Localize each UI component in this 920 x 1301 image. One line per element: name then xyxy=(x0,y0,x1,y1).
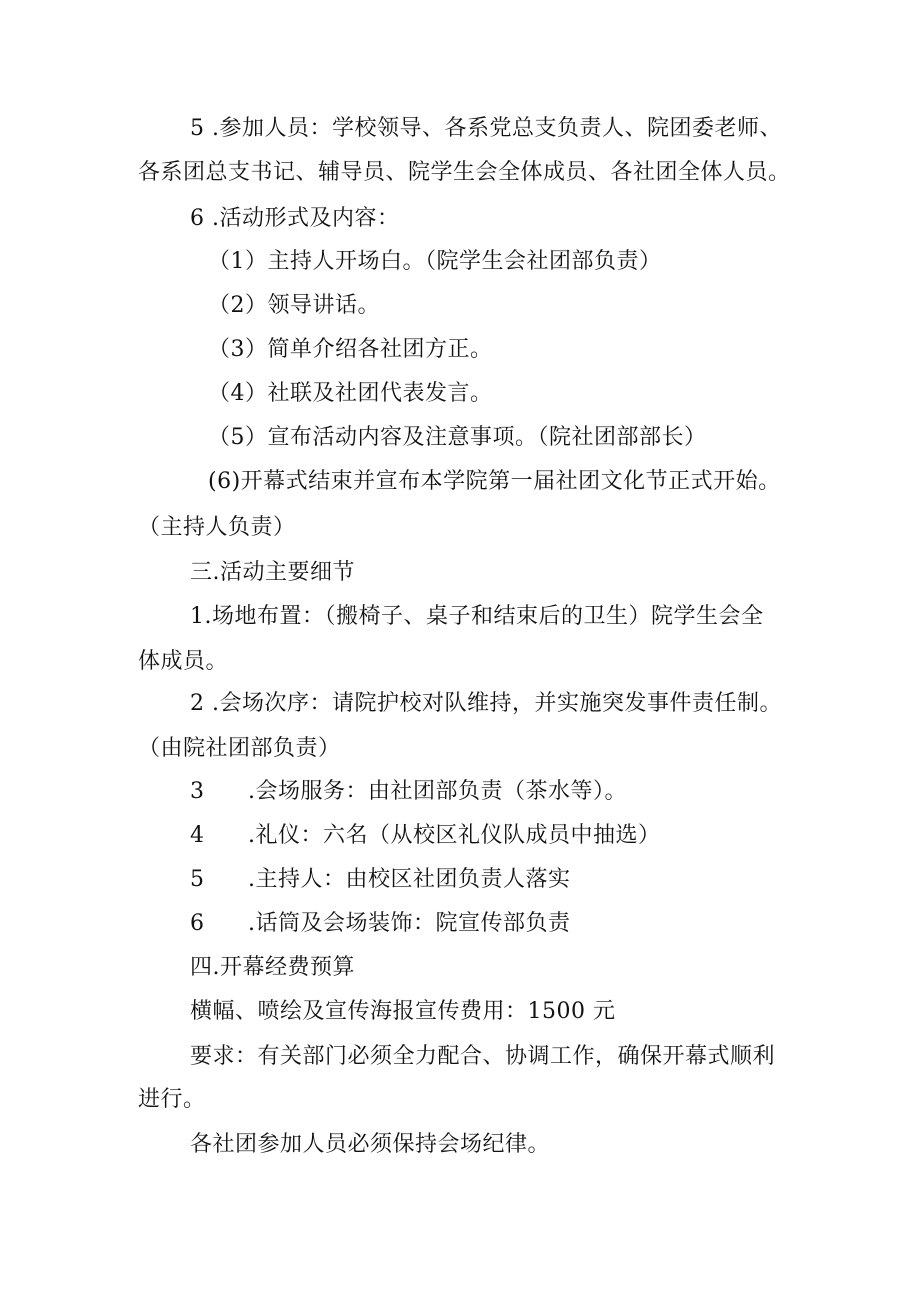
requirements-line-2: 进行。 xyxy=(138,1087,206,1112)
detail-4 xyxy=(190,821,661,851)
discipline-line: 各社团参加人员必须保持会场纪律。 xyxy=(190,1132,551,1157)
list-item-4: （4）社联及社团代表发言。 xyxy=(208,381,493,406)
paragraph-6-heading: 6 .活动形式及内容： xyxy=(190,206,400,231)
detail-4-number: 4 xyxy=(190,823,205,848)
list-item-2: （2）领导讲话。 xyxy=(208,293,380,318)
detail-3-text: .会场服务：由社团部负责（茶水等）。 xyxy=(248,779,627,804)
detail-3 xyxy=(190,777,627,807)
list-item-1: （1）主持人开场白。（院学生会社团部负责） xyxy=(208,249,662,274)
detail-2-line-1: 2 .会场次序：请院护校对队维持，并实施突发事件责任制。 xyxy=(190,691,782,716)
detail-6-number: 6 xyxy=(190,911,205,936)
requirements-line-1: 要求：有关部门必须全力配合、协调工作，确保开幕式顺利 xyxy=(190,1044,776,1069)
detail-5 xyxy=(190,865,571,895)
detail-4-text: .礼仪：六名（从校区礼仪队成员中抽选） xyxy=(248,823,661,848)
detail-6-text: .话筒及会场装饰：院宣传部负责 xyxy=(248,911,571,936)
section-4-heading: 四.开幕经费预算 xyxy=(190,955,355,980)
detail-5-number: 5 xyxy=(190,867,205,892)
detail-1-line-1: 1.场地布置：（搬椅子、桌子和结束后的卫生）院学生会全 xyxy=(190,604,764,629)
list-item-3: （3）简单介绍各社团方正。 xyxy=(208,337,493,362)
paragraph-5-line-2: 各系团总支书记、辅导员、院学生会全体成员、各社团全体人员。 xyxy=(138,160,791,185)
detail-5-text: .主持人：由校区社团负责人落实 xyxy=(248,867,571,892)
list-item-5: （5）宣布活动内容及注意事项。（院社团部部长） xyxy=(208,425,707,450)
list-item-6-line-1: (6)开幕式结束并宣布本学院第一届社团文化节正式开始。 xyxy=(208,469,781,494)
detail-1-line-2: 体成员。 xyxy=(138,649,229,674)
section-3-heading: 三.活动主要细节 xyxy=(190,560,355,585)
paragraph-5-line-1: 5 .参加人员：学校领导、各系党总支负责人、院团委老师、 xyxy=(190,116,782,141)
budget-line: 横幅、喷绘及宣传海报宣传费用：1500 元 xyxy=(190,999,616,1024)
detail-3-number: 3 xyxy=(190,779,205,804)
detail-6 xyxy=(190,909,571,939)
list-item-6-line-2: （主持人负责） xyxy=(138,515,296,540)
detail-2-line-2: （由院社团部负责） xyxy=(138,736,341,761)
